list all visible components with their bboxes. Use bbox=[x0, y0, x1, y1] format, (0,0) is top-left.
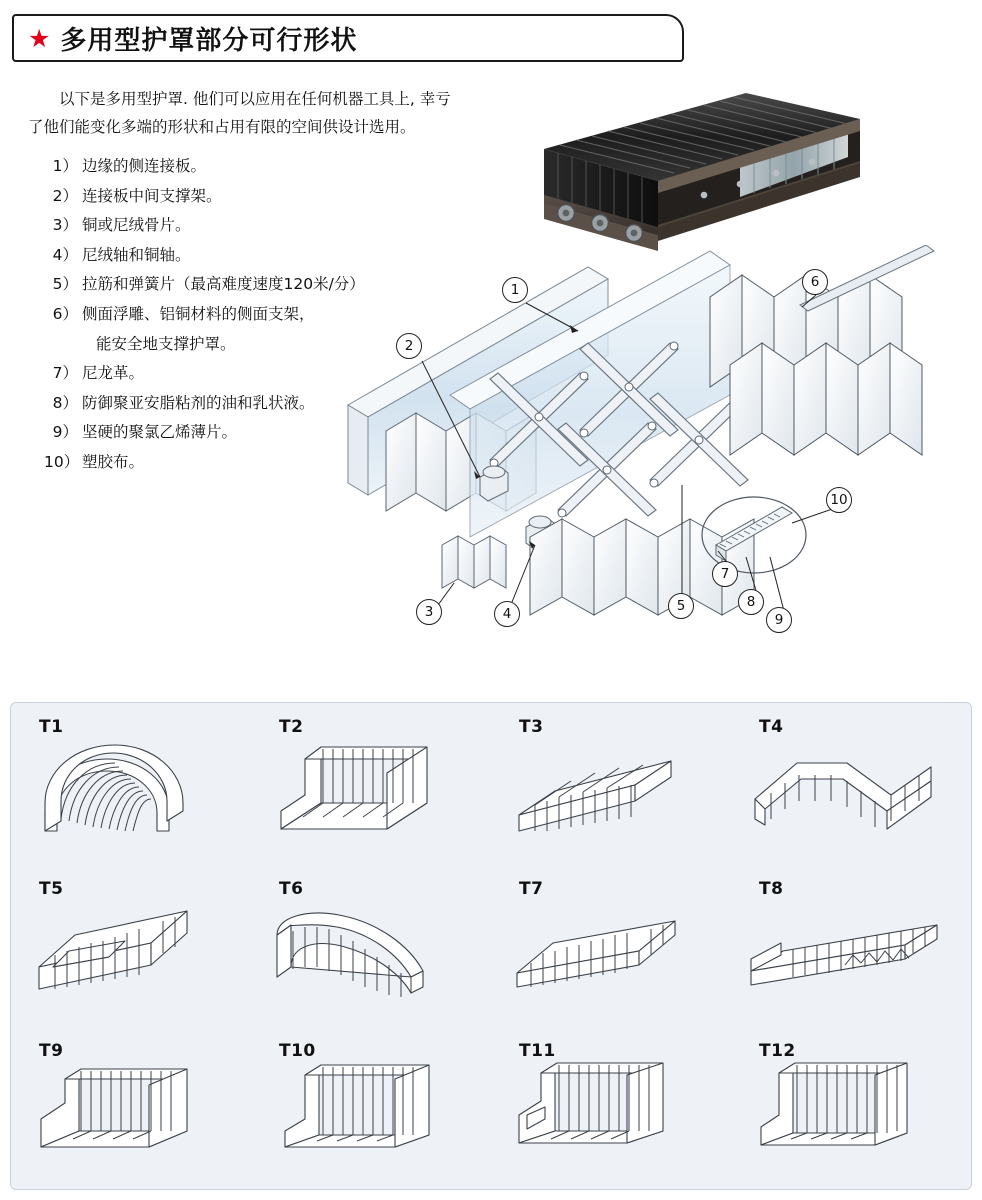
shape-label-t1: T1 bbox=[39, 717, 64, 737]
tall-straight-bellows-icon bbox=[741, 1057, 961, 1172]
shape-cell-t7[interactable] bbox=[491, 865, 731, 1027]
shape-label-t2: T2 bbox=[279, 717, 304, 737]
shape-label-t8: T8 bbox=[759, 879, 784, 899]
list-item-number: 10） bbox=[44, 452, 80, 471]
stepped-side-bellows-icon bbox=[21, 1057, 241, 1172]
shape-label-t12: T12 bbox=[759, 1041, 796, 1061]
list-item-text: 塑胶布。 bbox=[82, 452, 145, 471]
callout-5: 5 bbox=[668, 593, 694, 619]
list-item-line2: 能安全地支撑护罩。 bbox=[96, 334, 236, 353]
list-item-number: 3） bbox=[52, 216, 78, 235]
low-profile-bellows-icon bbox=[501, 895, 721, 1010]
shape-label-t11: T11 bbox=[519, 1041, 556, 1061]
shape-cell-t11[interactable] bbox=[491, 1027, 731, 1189]
list-item-line1: 侧面浮雕、铝铜材料的侧面支架， bbox=[82, 304, 315, 323]
shape-cell-t5[interactable] bbox=[11, 865, 251, 1027]
list-item-number: 7） bbox=[52, 364, 78, 383]
star-icon: ★ bbox=[28, 23, 51, 53]
list-item bbox=[44, 182, 464, 212]
peaked-roof-bellows-icon bbox=[741, 733, 961, 848]
shape-cell-t4[interactable] bbox=[731, 703, 971, 865]
shape-cell-t9[interactable] bbox=[11, 1027, 251, 1189]
intro-text: 以下是多用型护罩. 他们可以应用在任何机器工具上, 幸亏了他们能变化多端的形状和占用有限的空间供设计选用。 bbox=[28, 90, 451, 136]
list-item-number: 4） bbox=[52, 245, 78, 264]
list-item bbox=[44, 152, 464, 182]
u-slot-bellows-icon bbox=[261, 733, 481, 848]
list-item-text: 尼龙革。 bbox=[82, 364, 145, 383]
callout-8: 8 bbox=[738, 589, 764, 615]
list-item bbox=[44, 211, 464, 241]
list-item-text: 防御聚亚安脂粘剂的油和乳状液。 bbox=[82, 393, 315, 412]
callout-10: 10 bbox=[826, 487, 852, 513]
notched-base-bellows-icon bbox=[261, 1057, 481, 1172]
shape-cell-t2[interactable] bbox=[251, 703, 491, 865]
callout-7: 7 bbox=[712, 561, 738, 587]
shape-label-t9: T9 bbox=[39, 1041, 64, 1061]
callout-3: 3 bbox=[416, 599, 442, 625]
list-item-text: 铜或尼绒骨片。 bbox=[82, 216, 191, 235]
shape-grid bbox=[11, 703, 971, 1189]
double-notch-bellows-icon bbox=[501, 1057, 721, 1172]
shape-cell-t1[interactable] bbox=[11, 703, 251, 865]
list-item-number: 6） bbox=[52, 304, 78, 323]
quarter-curve-bellows-icon bbox=[261, 895, 481, 1010]
shape-label-t10: T10 bbox=[279, 1041, 316, 1061]
list-item-text: 边缘的侧连接板。 bbox=[82, 157, 207, 175]
shape-label-t3: T3 bbox=[519, 717, 544, 737]
inclined-step-bellows-icon bbox=[741, 895, 961, 1010]
shape-label-t6: T6 bbox=[279, 879, 304, 899]
callout-4: 4 bbox=[494, 601, 520, 627]
list-item-text: 拉筋和弹簧片（最高难度速度120米/分） bbox=[82, 275, 365, 294]
list-item-number: 8） bbox=[52, 393, 78, 412]
exploded-assembly-diagram bbox=[330, 245, 970, 675]
callout-6: 6 bbox=[802, 269, 828, 295]
shape-label-t5: T5 bbox=[39, 879, 64, 899]
shape-cell-t10[interactable] bbox=[251, 1027, 491, 1189]
list-item-number: 1） bbox=[52, 157, 78, 175]
callout-2: 2 bbox=[396, 333, 422, 359]
shape-cell-t3[interactable] bbox=[491, 703, 731, 865]
shape-cell-t12[interactable] bbox=[731, 1027, 971, 1189]
page-title: 多用型护罩部分可行形状 bbox=[60, 25, 358, 56]
list-item-number: 9） bbox=[52, 423, 78, 442]
callout-9: 9 bbox=[766, 607, 792, 633]
shape-catalog-panel bbox=[10, 702, 972, 1190]
shape-cell-t8[interactable] bbox=[731, 865, 971, 1027]
page-header bbox=[12, 14, 684, 62]
flat-ramp-bellows-icon bbox=[501, 733, 721, 848]
bellows-cover-photo bbox=[508, 85, 860, 263]
callout-1: 1 bbox=[502, 277, 528, 303]
arch-curved-bellows-icon bbox=[21, 733, 241, 848]
list-item-text: 坚硬的聚氯乙烯薄片。 bbox=[82, 423, 238, 442]
rectangular-window-bellows-icon bbox=[21, 895, 241, 1010]
list-item-number: 5） bbox=[52, 275, 78, 294]
shape-cell-t6[interactable] bbox=[251, 865, 491, 1027]
shape-label-t4: T4 bbox=[759, 717, 784, 737]
intro-paragraph bbox=[28, 85, 458, 141]
shape-label-t7: T7 bbox=[519, 879, 544, 899]
list-item-text: 尼绒轴和铜轴。 bbox=[82, 245, 191, 264]
list-item-text: 连接板中间支撑架。 bbox=[82, 186, 222, 205]
list-item-number: 2） bbox=[52, 186, 78, 205]
